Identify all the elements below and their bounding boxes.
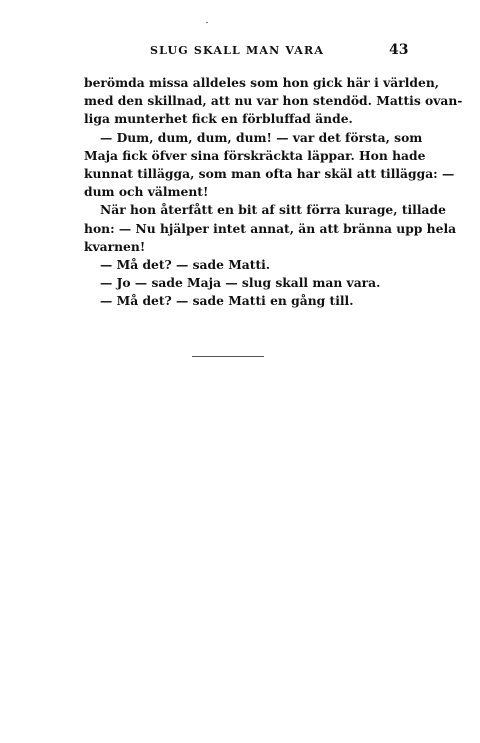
text-line: — Må det? — sade Matti en gång till. [100, 293, 354, 309]
page-number: 43 [389, 42, 409, 58]
text-line: kunnat tillägga, som man ofta har skäl att tillägga: — [84, 165, 455, 181]
text-line: berömda missa alldeles som hon gick här i världen, [84, 75, 440, 90]
text-line: med den skillnad, att nu var hon stendöd. Mattis ovan- [84, 93, 463, 109]
chapter-end-rule [192, 356, 264, 357]
text-line: När hon återfått en bit af sitt förra kurage, tillade [100, 202, 446, 218]
text-line: dum och välment! [84, 184, 209, 200]
text-line: kvarnen! [84, 238, 146, 254]
text-line: — Jo — sade Maja — slug skall man vara. [100, 275, 381, 291]
running-title: SLUG SKALL MAN VARA [150, 44, 325, 57]
text-line: hon: — Nu hjälper intet annat, än att bränna upp hela [84, 220, 457, 236]
text-line: — Dum, dum, dum, dum! — var det första, som [100, 129, 423, 145]
text-line: — Må det? — sade Matti. [100, 256, 271, 272]
body-text [84, 74, 463, 310]
text-line: Maja fick öfver sina förskräckta läppar. Hon hade [84, 147, 426, 163]
text-line: liga munterhet fick en förbluffad ände. [84, 111, 353, 127]
paper-speck [206, 22, 208, 23]
